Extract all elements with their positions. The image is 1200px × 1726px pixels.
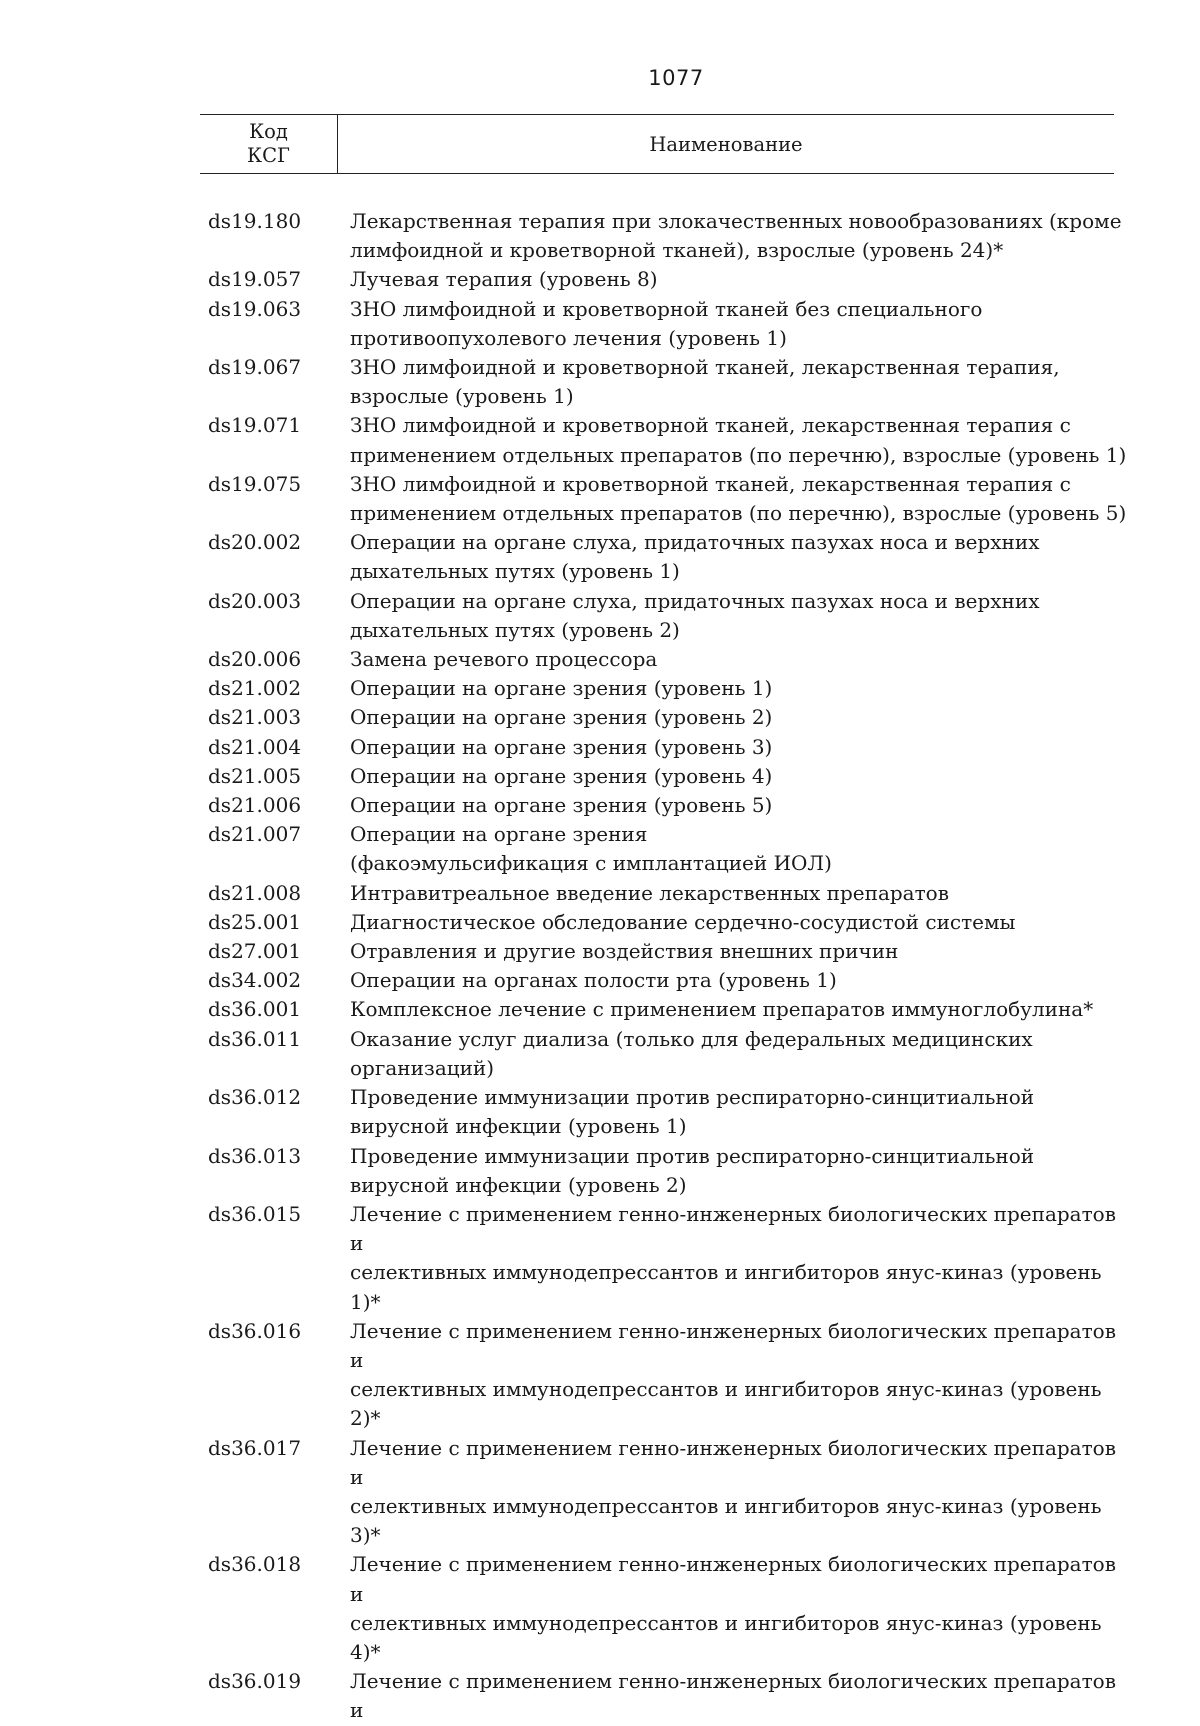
row-code: ds36.019 [208, 1669, 302, 1694]
row-code: ds19.071 [208, 413, 302, 438]
row-code: ds27.001 [208, 939, 302, 964]
table-row [200, 1025, 1130, 1083]
row-code: ds21.003 [208, 705, 302, 730]
row-name: Проведение иммунизации против респираторно-синцитиальной вирусной инфекции (уровень 2) [350, 1143, 1035, 1197]
row-name: Операции на органе зрения (уровень 5) [350, 793, 773, 818]
table-row [200, 1434, 1130, 1551]
table-row [200, 411, 1130, 469]
row-name: Операции на органе слуха, придаточных пазухах носа и верхних дыхательных путях (уровень 2) [350, 588, 1040, 642]
table-row [200, 733, 1130, 762]
table-row [200, 966, 1130, 995]
row-name: Лечение с применением генно-инженерных биологических препаратов и [350, 1669, 1116, 1723]
row-name: ЗНО лимфоидной и кроветворной тканей, лекарственная терапия с применением отдельных препаратов (по перечню), взрослые (уровень 5) [350, 471, 1127, 526]
row-name: Отравления и другие воздействия внешних причин [350, 939, 899, 964]
row-code: ds19.067 [208, 355, 302, 380]
header-code-line2: КСГ [247, 144, 290, 167]
row-code: ds21.002 [208, 676, 302, 701]
row-code: ds19.180 [208, 209, 302, 233]
row-code: ds25.001 [208, 909, 302, 934]
table-row [200, 937, 1130, 966]
table-row [200, 1667, 1130, 1725]
table-row [200, 1550, 1130, 1667]
table-row [200, 879, 1130, 908]
row-code: ds20.006 [208, 647, 302, 672]
table-row [200, 908, 1130, 937]
row-name: Операции на органе зрения (уровень 1) [350, 676, 773, 701]
row-code: ds21.006 [208, 793, 302, 818]
row-name: Лечение с применением генно-инженерных биологических препаратов и селективных иммунодепрессантов и ингибиторов янус-киназ (уровень 4)* [350, 1552, 1116, 1664]
row-name: Операции на органе зрения (уровень 3) [350, 734, 773, 759]
table-row [200, 995, 1130, 1024]
table-row [200, 587, 1130, 645]
row-name: Операции на органе слуха, придаточных пазухах носа и верхних дыхательных путях (уровень 1) [350, 530, 1040, 584]
row-code: ds19.057 [208, 267, 302, 292]
row-name: Лечение с применением генно-инженерных биологических препаратов и селективных иммунодепрессантов и ингибиторов янус-киназ (уровень 2)* [350, 1318, 1116, 1431]
row-name: Операции на органе зрения (факоэмульсификация с имплантацией ИОЛ) [350, 822, 832, 876]
row-name: Операции на органе зрения (уровень 4) [350, 763, 773, 788]
header-name-label: Наименование [649, 132, 803, 156]
row-code: ds20.003 [208, 588, 302, 613]
row-name: ЗНО лимфоидной и кроветворной тканей без специального противоопухолевого лечения (уровень 1) [350, 296, 983, 350]
row-name: Замена речевого процессора [350, 647, 658, 672]
table-row [200, 1317, 1130, 1434]
table-row [200, 295, 1130, 353]
table-row [200, 674, 1130, 703]
header-code-column [200, 115, 338, 173]
row-name: Лечение с применением генно-инженерных биологических препаратов и селективных иммунодепрессантов и ингибиторов янус-киназ (уровень 3)* [350, 1435, 1116, 1548]
row-code: ds36.017 [208, 1435, 302, 1460]
table-row [200, 762, 1130, 791]
row-code: ds19.075 [208, 471, 302, 496]
row-name: Лечение с применением генно-инженерных биологических препаратов и селективных иммунодепрессантов и ингибиторов янус-киназ (уровень 1)* [350, 1201, 1116, 1314]
header-code-line1: Код [249, 120, 288, 143]
row-name: Операции на органе зрения (уровень 2) [350, 705, 773, 730]
table-row [200, 528, 1130, 586]
row-name: ЗНО лимфоидной и кроветворной тканей, лекарственная терапия с применением отдельных препаратов (по перечню), взрослые (уровень 1) [350, 413, 1127, 467]
row-code: ds36.018 [208, 1552, 302, 1577]
table-row [200, 703, 1130, 732]
row-code: ds36.011 [208, 1026, 302, 1051]
row-name: Комплексное лечение с применением препаратов иммуноглобулина* [350, 997, 1094, 1022]
row-code: ds19.063 [208, 296, 302, 321]
table-row [200, 1142, 1130, 1200]
row-code: ds20.002 [208, 530, 302, 555]
header-name-column [338, 115, 1114, 173]
table-row [200, 1083, 1130, 1141]
row-code: ds36.013 [208, 1143, 302, 1168]
row-code: ds21.004 [208, 734, 302, 759]
table-row [200, 820, 1130, 878]
row-name: Проведение иммунизации против респираторно-синцитиальной вирусной инфекции (уровень 1) [350, 1085, 1035, 1139]
table-header [200, 114, 1114, 174]
table-row [200, 353, 1130, 411]
row-name: Лекарственная терапия при злокачественных новообразованиях (кроме лимфоидной и кроветворной тканей), взрослые (уровень 24)* [350, 209, 1122, 263]
table-row [200, 207, 1130, 265]
row-name: Диагностическое обследование сердечно-сосудистой системы [350, 909, 1016, 934]
row-code: ds36.015 [208, 1201, 302, 1226]
row-code: ds36.012 [208, 1085, 302, 1110]
table-row [200, 1200, 1130, 1317]
row-code: ds34.002 [208, 968, 302, 993]
table-row [200, 470, 1130, 528]
row-code: ds21.008 [208, 880, 302, 905]
row-code: ds21.007 [208, 822, 302, 847]
row-name: Интравитреальное введение лекарственных препаратов [350, 880, 949, 905]
table-row [200, 645, 1130, 674]
row-code: ds36.016 [208, 1318, 302, 1343]
table-body [200, 207, 1130, 1726]
row-name: Оказание услуг диализа (только для федеральных медицинских организаций) [350, 1026, 1033, 1080]
row-name: Операции на органах полости рта (уровень 1) [350, 968, 837, 993]
row-code: ds36.001 [208, 997, 302, 1022]
row-code: ds21.005 [208, 763, 302, 788]
row-name: Лучевая терапия (уровень 8) [350, 267, 658, 292]
page-number: 1077 [648, 66, 704, 90]
row-name: ЗНО лимфоидной и кроветворной тканей, лекарственная терапия, взрослые (уровень 1) [350, 355, 1060, 409]
table-row [200, 265, 1130, 294]
table-row [200, 791, 1130, 820]
